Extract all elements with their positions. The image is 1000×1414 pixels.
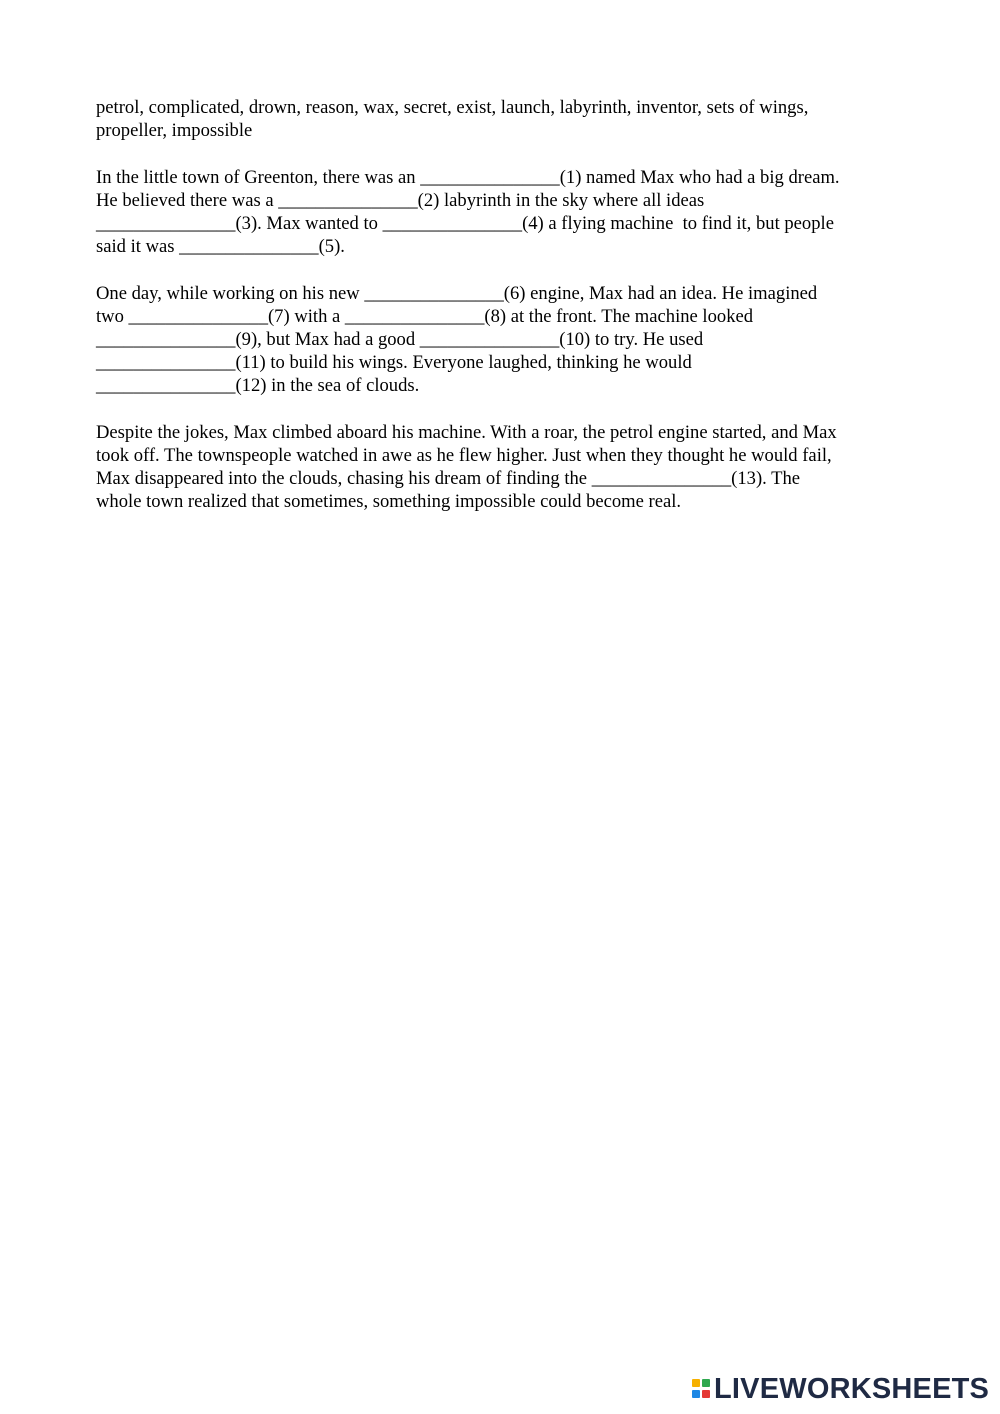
liveworksheets-logo: [692, 1372, 989, 1406]
text-line: _______________(9), but Max had a good _______________(10) to try. He used: [96, 329, 704, 350]
text-line: Despite the jokes, Max climbed aboard his machine. With a roar, the petrol engine started, and Max: [96, 421, 837, 443]
story-paragraph-3: [96, 421, 916, 514]
liveworksheets-logo-icon: [692, 1376, 712, 1402]
logo-square: [702, 1379, 710, 1387]
word-bank-line: propeller, impossible: [96, 120, 253, 142]
logo-square: [692, 1390, 700, 1398]
logo-square: [692, 1379, 700, 1387]
text-line: took off. The townspeople watched in awe as he flew higher. Just when they thought he would fail,: [96, 445, 832, 466]
text-line: Max disappeared into the clouds, chasing his dream of finding the _______________(13). The: [96, 468, 801, 490]
word-bank-line: petrol, complicated, drown, reason, wax, secret, exist, launch, labyrinth, inventor, sets of wings,: [96, 97, 809, 118]
logo-square: [702, 1390, 710, 1398]
text-line: _______________(3). Max wanted to _______________(4) a flying machine to find it, but people: [96, 213, 834, 234]
worksheet-body: [96, 96, 916, 537]
story-paragraph-1: [96, 166, 916, 259]
story-paragraph-2: [96, 282, 916, 398]
text-line: two _______________(7) with a _______________(8) at the front. The machine looked: [96, 305, 754, 327]
text-line: whole town realized that sometimes, something impossible could become real.: [96, 491, 682, 513]
text-line: said it was _______________(5).: [96, 236, 345, 258]
text-line: _______________(11) to build his wings. Everyone laughed, thinking he would: [96, 352, 692, 374]
brand-name: LIVEWORKSHEETS: [714, 1372, 990, 1405]
text-line: _______________(12) in the sea of clouds.: [96, 375, 420, 397]
word-bank: [96, 96, 916, 142]
text-line: One day, while working on his new _______________(6) engine, Max had an idea. He imagined: [96, 282, 818, 304]
text-line: In the little town of Greenton, there was an _______________(1) named Max who had a big dream.: [96, 166, 840, 188]
text-line: He believed there was a _______________(2) labyrinth in the sky where all ideas: [96, 189, 705, 211]
